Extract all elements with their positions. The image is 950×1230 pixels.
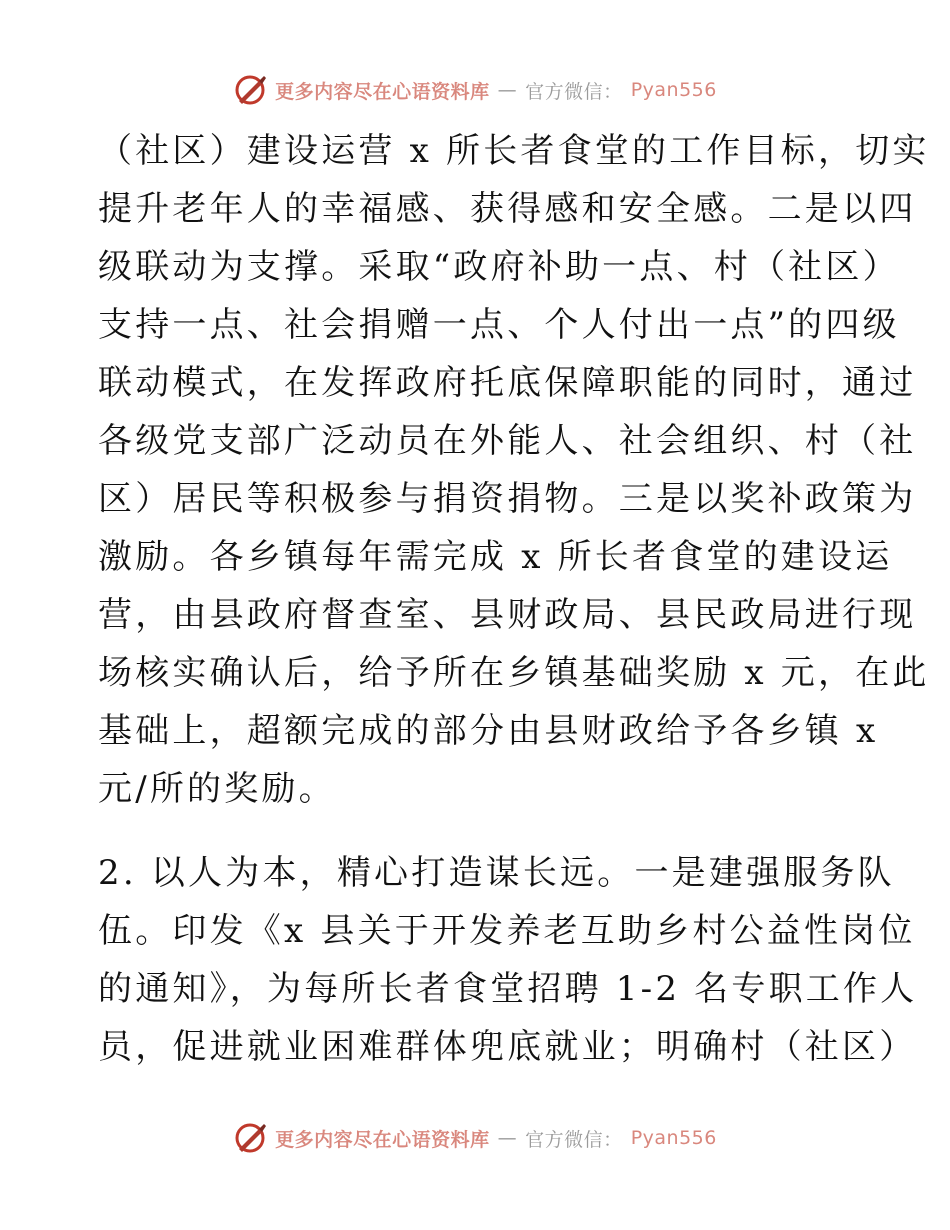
text-line: 级联动为支撑。采取“政府补助一点、村（社区）: [98, 247, 900, 287]
text-line: 2. 以人为本，精心打造谋长远。一是建强服务队: [98, 853, 895, 893]
text-line: 支持一点、社会捐赠一点、个人付出一点”的四级: [98, 305, 900, 345]
watermark-dash: —: [497, 79, 518, 101]
text-line: 的通知》，为每所长者食堂招聘 1-2 名专职工作人: [98, 969, 918, 1009]
watermark-text: 更多内容尽在心语资料库: [275, 1128, 490, 1151]
text-line: 提升老年人的幸福感、获得感和安全感。二是以四: [98, 189, 917, 229]
watermark-official: 官方微信：: [525, 80, 623, 103]
pen-circle-logo-icon: [233, 73, 267, 107]
watermark-text: 更多内容尽在心语资料库: [275, 80, 490, 103]
text-line: 基础上，超额完成的部分由县财政给予各乡镇 x: [98, 711, 879, 751]
text-line: 员，促进就业困难群体兜底就业；明确村（社区）: [98, 1027, 917, 1067]
text-line: （社区）建设运营 x 所长者食堂的工作目标，切实: [98, 131, 930, 171]
text-line: 联动模式，在发挥政府托底保障职能的同时，通过: [98, 363, 917, 403]
text-line: 场核实确认后，给予所在乡镇基础奖励 x 元，在此: [98, 653, 930, 693]
header-watermark: [0, 70, 950, 110]
watermark-official: 官方微信：: [525, 1128, 623, 1151]
text-line: 元/所的奖励。: [98, 769, 336, 809]
text-line: 区）居民等积极参与捐资捐物。三是以奖补政策为: [98, 479, 917, 519]
pen-circle-logo-icon: [233, 1121, 267, 1155]
text-line: 营，由县政府督查室、县财政局、县民政局进行现: [98, 595, 917, 635]
watermark-id: Pyan556: [630, 1127, 717, 1149]
watermark-id: Pyan556: [630, 79, 717, 101]
text-line: 各级党支部广泛动员在外能人、社会组织、村（社: [98, 421, 917, 461]
paragraph-2: [98, 844, 918, 1076]
document-body: [98, 122, 930, 1076]
text-line: 伍。印发《x 县关于开发养老互助乡村公益性岗位: [98, 911, 916, 951]
text-line: 激励。各乡镇每年需完成 x 所长者食堂的建设运: [98, 537, 893, 577]
footer-watermark: [0, 1118, 950, 1158]
watermark-dash: —: [497, 1127, 518, 1149]
paragraph-1: [98, 122, 930, 818]
